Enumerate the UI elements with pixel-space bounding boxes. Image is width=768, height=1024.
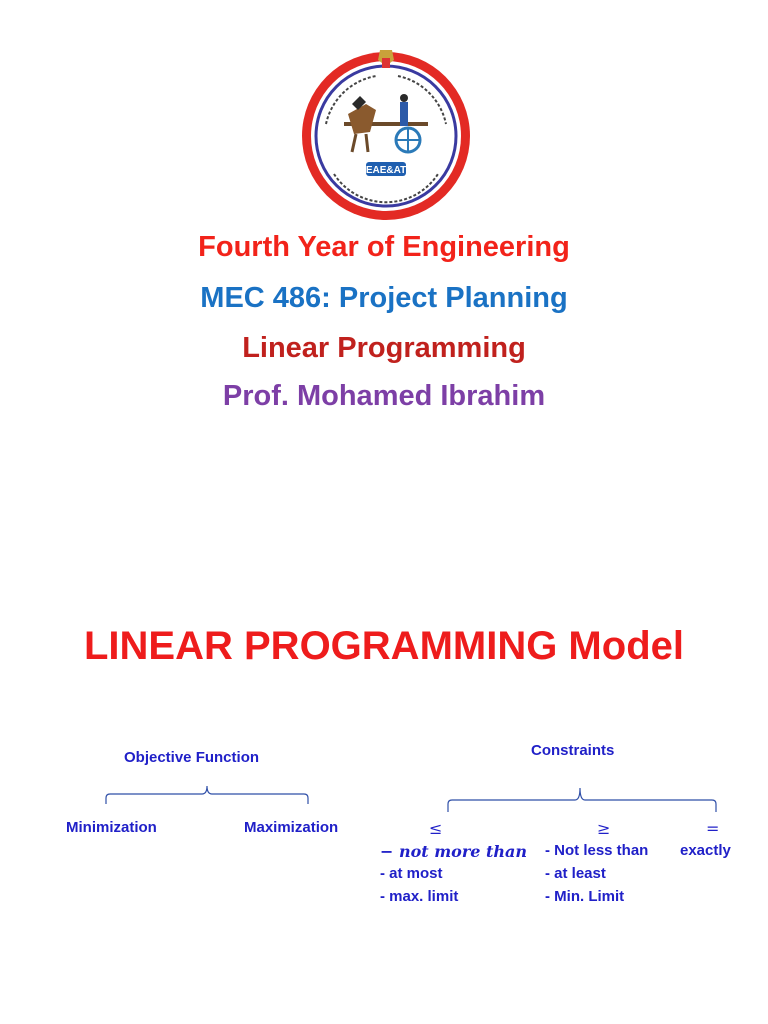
equal-symbol: = (706, 819, 720, 838)
eq-term-1: exactly (680, 842, 731, 859)
constraints-label: Constraints (531, 742, 615, 759)
model-title: LINEAR PROGRAMMING Model (84, 624, 684, 668)
objective-brace (104, 784, 310, 806)
le-term-2: - at most (380, 865, 443, 882)
constraints-brace (446, 784, 718, 814)
maximization-label: Maximization (244, 819, 339, 836)
less-equal-symbol: ≤ (429, 819, 443, 838)
ge-term-3: - Min. Limit (545, 888, 625, 905)
logo-label: EAE&AT (365, 165, 407, 176)
year-heading: Fourth Year of Engineering (198, 231, 570, 263)
le-term-3: - max. limit (380, 888, 459, 905)
objective-function-label: Objective Function (124, 749, 260, 766)
course-heading: MEC 486: Project Planning (200, 282, 568, 314)
le-term-1: − not more than (380, 842, 528, 861)
ge-term-1: - Not less than (545, 842, 649, 859)
topic-heading: Linear Programming (242, 332, 526, 364)
ge-term-2: - at least (545, 865, 606, 882)
eaeat-logo (296, 44, 476, 224)
greater-equal-symbol: ≥ (597, 819, 611, 838)
professor-name: Prof. Mohamed Ibrahim (222, 380, 546, 412)
minimization-label: Minimization (66, 819, 157, 836)
